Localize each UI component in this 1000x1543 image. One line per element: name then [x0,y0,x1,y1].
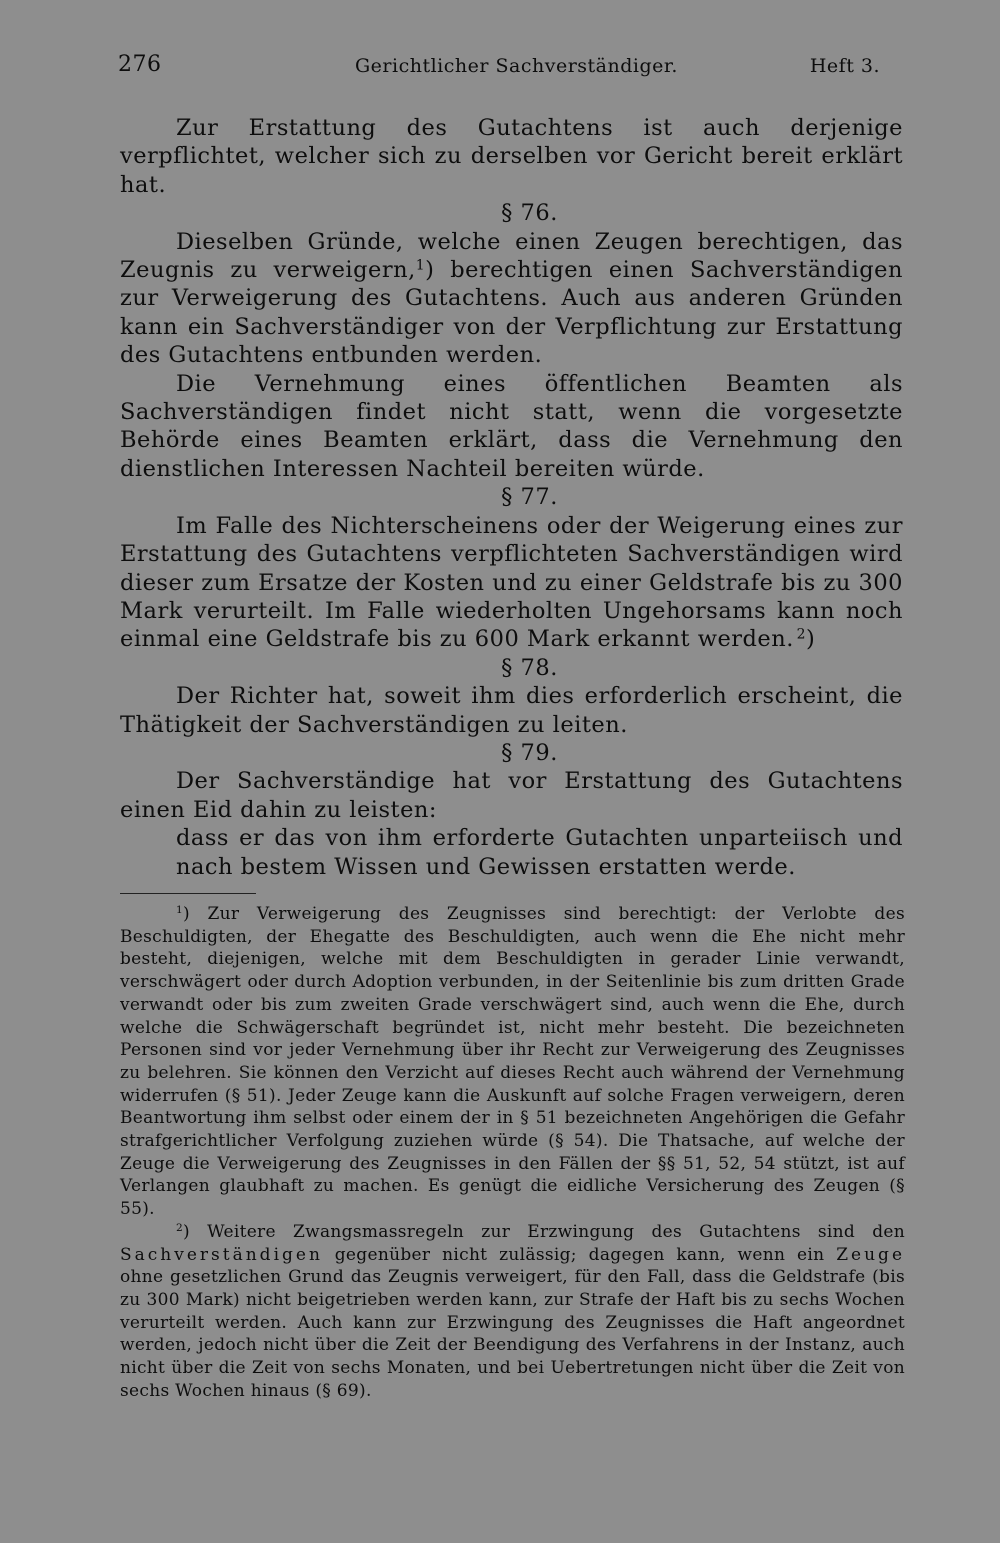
paragraph-5: Der Richter hat, soweit ihm dies erforderlich erscheint, die Thätigkeit der Sachverständigen zu leiten. [120,683,903,738]
paragraph-3: Die Vernehmung eines öffentlichen Beamten als Sachverständigen findet nicht statt, wenn die vorgesetzte Behörde eines Beamten erklärt, dass die Vernehmung den dienstlichen Interessen Nachteil bereiten würde. [120,370,903,482]
section-heading-77: § 77. [501,484,558,511]
footnote-ref-2: 2 [796,626,807,643]
footnote-2-mark: 2 [176,1222,184,1235]
paragraph-2-text-a: Dieselben Gründe, welche einen Zeugen berechtigen, das Zeugnis zu verweigern, [120,228,903,284]
footnote-1-text: ) Zur Verweigerung des Zeugnisses sind berechtigt: der Verlobte des Beschuldigten, der Ehegatte des Beschuldigten, auch wenn die Ehe nicht mehr besteht, diejenigen, welche mit dem Beschuldigten in gerader Linie verwandt, verschwägert oder durch Adoption verbunden, in der Seitenlinie bis zum dritten Grade verwandt oder bis zum zweiten Grade verschwägert sind, auch wenn die Ehe, durch welche die Schwägerschaft begründet ist, nicht mehr besteht. Die bezeichneten Personen sind vor jeder Vernehmung über ihr Recht zur Verweigerung des Zeugnisses zu belehren. Sie können den Verzicht auf dieses Recht auch während der Vernehmung widerrufen (§ 51). Jeder Zeuge kann die Auskunft auf solche Fragen verweigern, deren Beantwortung ihm selbst oder einem der in § 51 bezeichneten Angehörigen die Gefahr strafgerichtlicher Verfolgung zuziehen würde (§ 54). Die Thatsache, auf welche der Zeuge die Verweigerung des Zeugnisses in den Fällen der §§ 51, 52, 54 stützt, ist auf Verlangen glaubhaft zu machen. Es genügt die eidliche Versicherung des Zeugen (§ 55). [120,904,905,1220]
section-heading-78: § 78. [501,654,558,681]
page-number: 276 [118,52,162,77]
footnote-2-spaced-word-1: Sachverständigen [120,1244,323,1265]
paragraph-4 [120,512,903,654]
footnote-ref-1: 1 [415,257,426,274]
paragraph-2-text-b: ) berechtigen einen Sachverständigen zur Verweigerung des Gutachtens. Auch aus anderen Gründen kann ein Sachverständiger von der Verpflichtung zur Erstattung des Gutachtens entbunden werden. [120,257,903,369]
paragraph-2 [120,228,903,370]
footnote-2-text-b: gegenüber nicht zulässig; dagegen kann, wenn ein [334,1244,825,1265]
paragraph-6: Der Sachverständige hat vor Erstattung des Gutachtens einen Eid dahin zu leisten: [120,768,903,823]
paragraph-4-text-a: Im Falle des Nichterscheinens oder der Weigerung eines zur Erstattung des Gutachtens verpflichteten Sachverständigen wird dieser zum Ersatze der Kosten und zu einer Geldstrafe bis zu 300 Mark verurteilt. Im Falle wiederholten Ungehorsams kann noch einmal eine Geldstrafe bis zu 600 Mark erkannt werden. [120,512,903,653]
running-title: Gerichtlicher Sachverständiger. [355,55,678,77]
footnote-1 [120,903,905,1221]
section-heading-79: § 79. [501,739,558,766]
paragraph-1: Zur Erstattung des Gutachtens ist auch derjenige verpflichtet, welcher sich zu derselben vor Gericht bereit erklärt hat. [120,115,903,198]
footnote-2-text-c: ohne gesetzlichen Grund das Zeugnis verweigert, für den Fall, dass die Geldstrafe (bis zu 300 Mark) nicht beigetrieben werden kann, zur Strafe der Haft bis zu sechs Wochen verurteilt werden. Auch kann zur Erzwingung des Zeugnisses die Haft angeordnet werden, jedoch nicht über die Zeit der Beendigung des Verfahrens in der Instanz, auch nicht über die Zeit von sechs Monaten, und bei Uebertretungen nicht über die Zeit von sechs Wochen hinaus (§ 69). [120,1267,905,1401]
main-text [120,114,903,881]
oath-text: dass er das von ihm erforderte Gutachten unparteiisch und nach bestem Wissen und Gewissen erstatten werde. [176,825,903,880]
section-heading-76: § 76. [501,200,558,227]
issue-number: Heft 3. [809,55,880,77]
footnotes [120,903,905,1402]
paragraph-4-text-b: ) [806,626,816,653]
running-header [118,52,880,84]
footnote-2-spaced-word-2: Zeuge [836,1244,905,1265]
footnote-2-text-a: ) Weitere Zwangsmassregeln zur Erzwingung des Gutachtens sind den [183,1221,905,1242]
footnote-divider [120,893,256,894]
footnote-2 [120,1221,905,1403]
footnote-1-mark: 1 [176,904,184,917]
